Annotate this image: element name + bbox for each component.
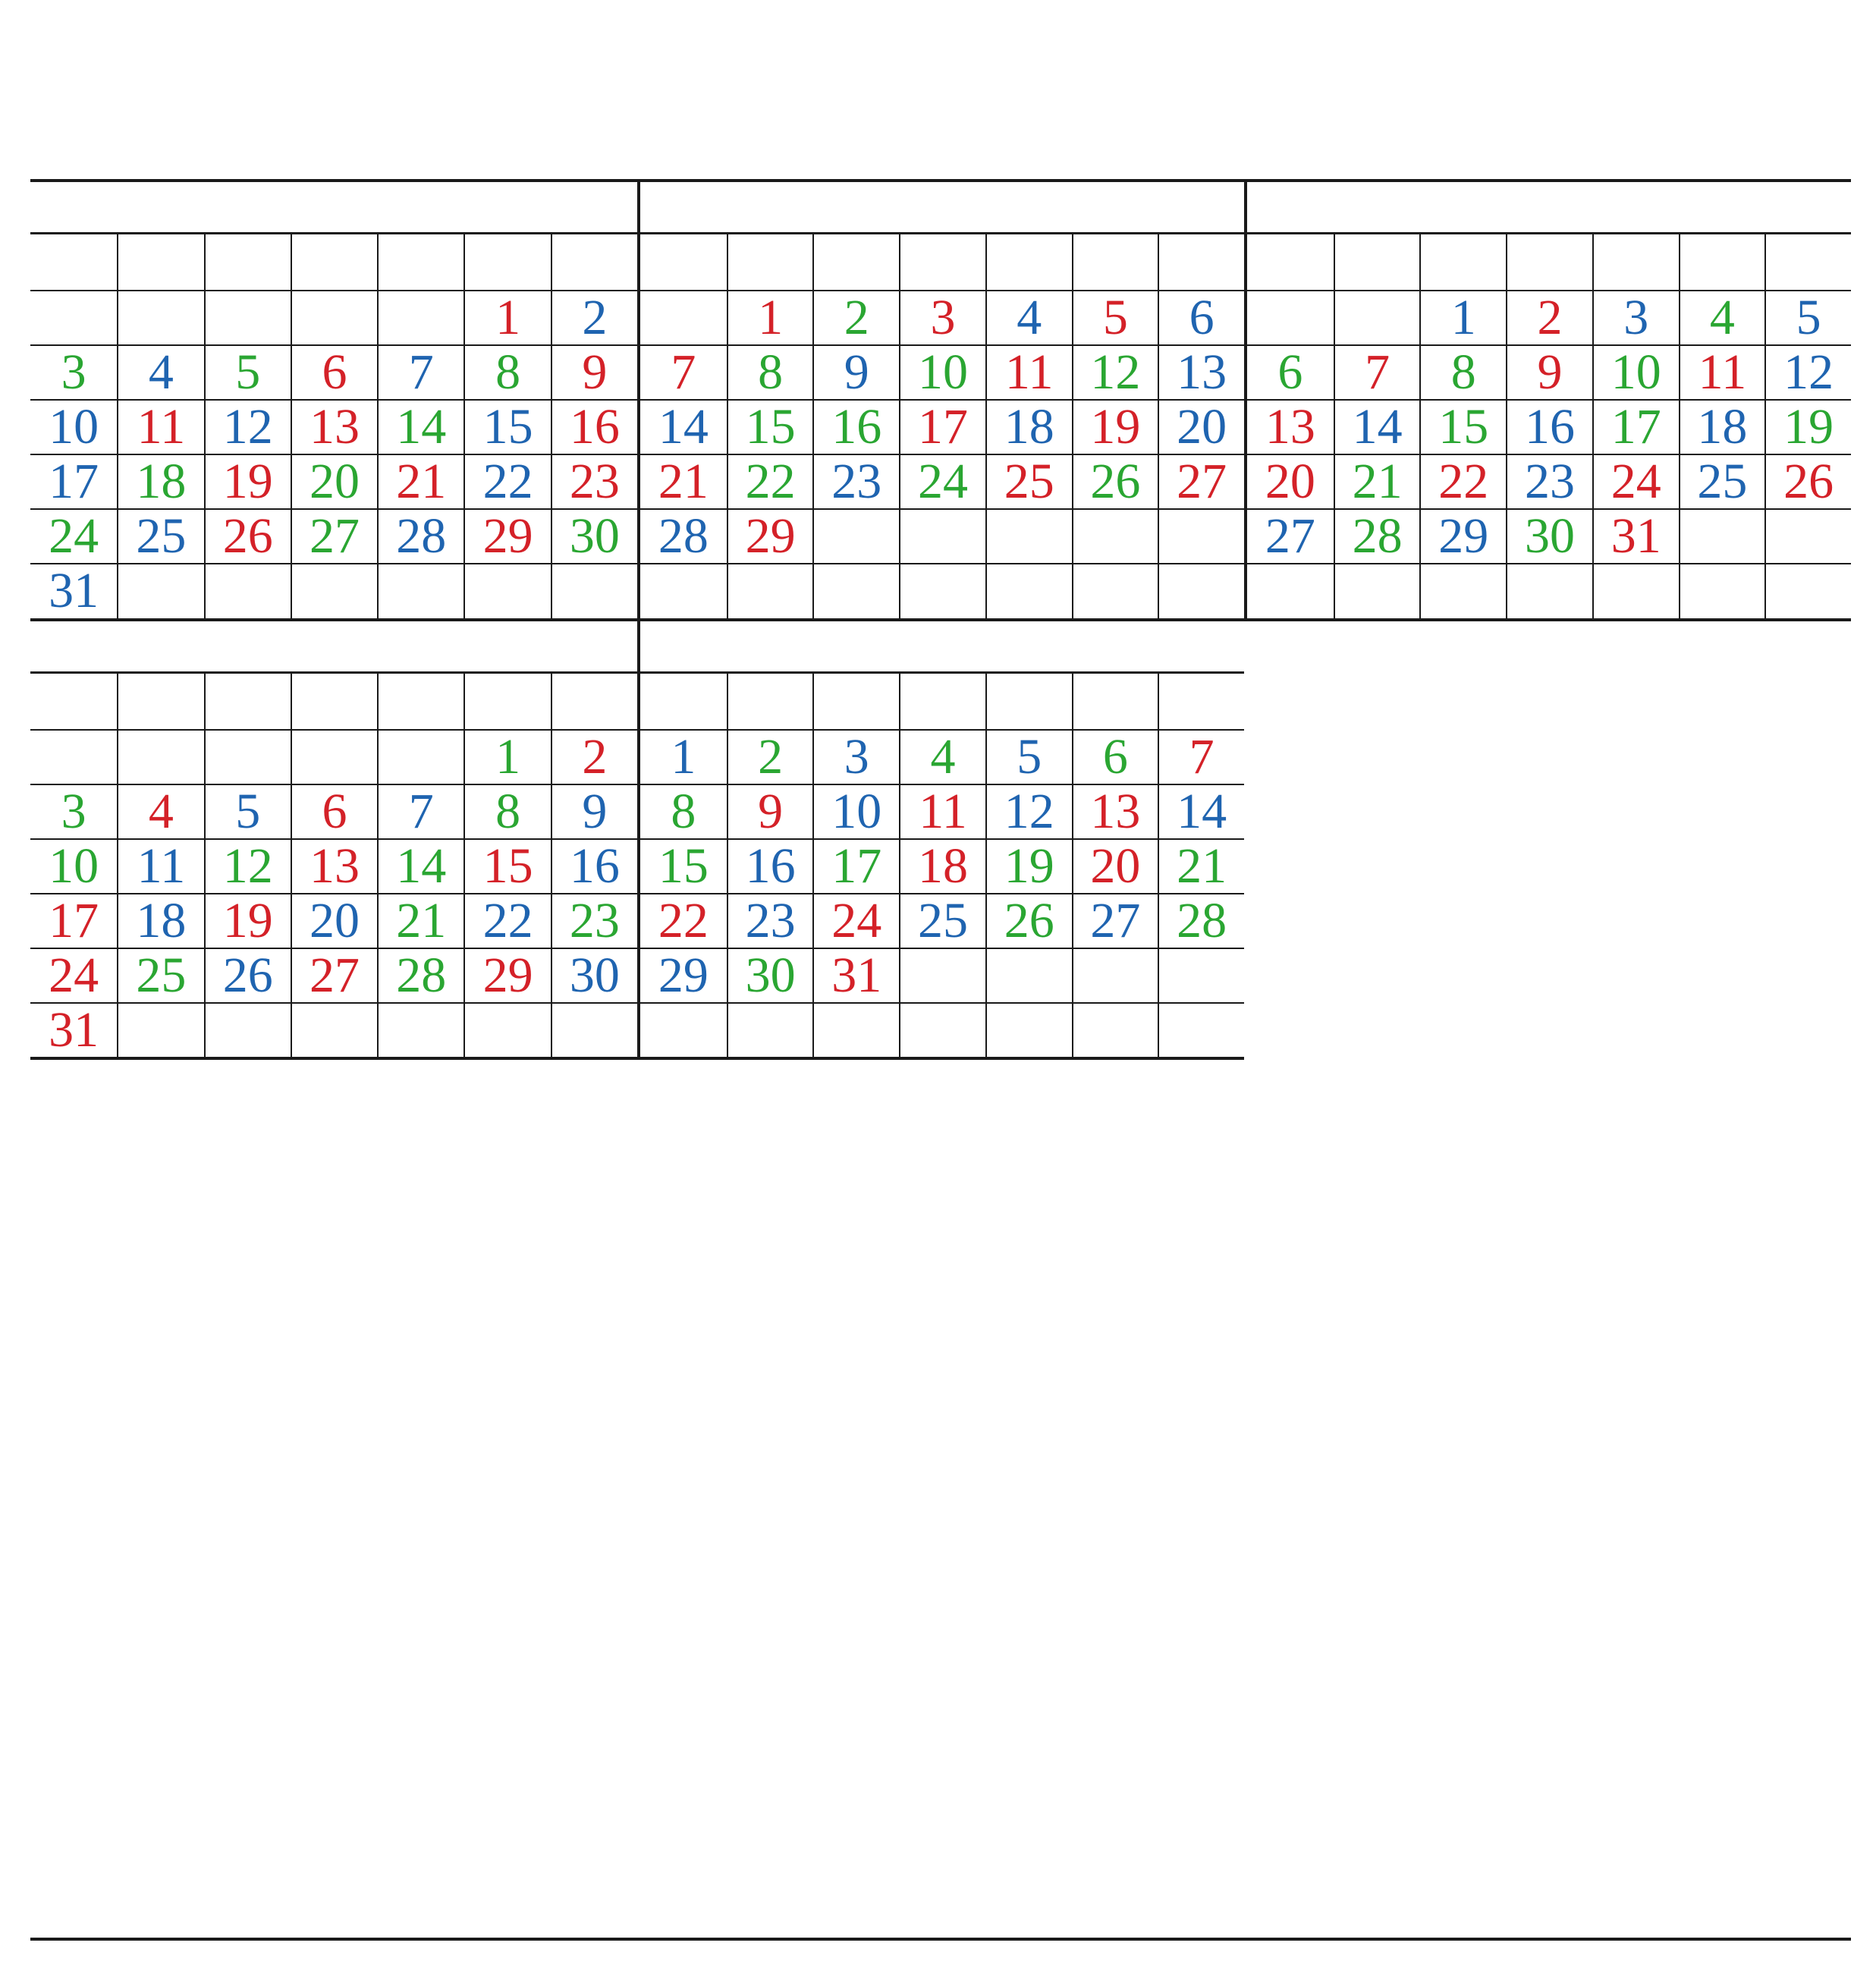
day-cell: 6 xyxy=(291,785,377,838)
day-cell: 19 xyxy=(1072,401,1158,454)
weekday-label xyxy=(1592,234,1679,290)
empty-day-cell xyxy=(727,564,813,618)
day-cell: 19 xyxy=(204,894,291,948)
day-cell: 31 xyxy=(49,1001,99,1058)
week-row xyxy=(30,454,637,508)
month-february xyxy=(637,182,1244,621)
day-cell: 16 xyxy=(812,401,899,454)
week-row xyxy=(30,838,637,893)
weekday-label xyxy=(291,674,377,729)
week-row xyxy=(640,290,1244,344)
day-cell: 13 xyxy=(1158,346,1244,399)
day-cell: 26 xyxy=(1764,455,1851,508)
week-row xyxy=(30,948,637,1002)
day-cell: 28 xyxy=(377,949,464,1002)
day-cell: 27 xyxy=(1072,894,1158,948)
weekday-label xyxy=(464,674,550,729)
day-cell: 8 xyxy=(464,785,550,838)
empty-day-cell xyxy=(812,1004,899,1057)
day-cell: 30 xyxy=(551,949,637,1002)
day-cell: 5 xyxy=(204,346,291,399)
day-cell: 7 xyxy=(1158,731,1244,784)
weekday-label xyxy=(377,234,464,290)
day-cell: 23 xyxy=(1506,455,1592,508)
weekday-label xyxy=(204,674,291,729)
empty-day-cell xyxy=(985,510,1072,563)
day-cell: 10 xyxy=(812,785,899,838)
day-cell: 13 xyxy=(1072,785,1158,838)
day-cell: 17 xyxy=(49,892,99,948)
day-cell: 11 xyxy=(1679,346,1765,399)
day-cell: 7 xyxy=(377,346,464,399)
day-cell: 19 xyxy=(204,455,291,508)
empty-day-cell xyxy=(117,1004,203,1057)
day-cell: 6 xyxy=(1158,291,1244,344)
weekday-label xyxy=(1679,234,1765,290)
day-cell: 20 xyxy=(291,894,377,948)
week-row xyxy=(640,1002,1244,1057)
day-cell: 8 xyxy=(671,783,696,839)
weekday-header xyxy=(640,671,1244,729)
day-cell: 2 xyxy=(1506,291,1592,344)
day-cell: 24 xyxy=(49,508,99,564)
day-cell: 3 xyxy=(899,291,985,344)
weekday-label xyxy=(464,234,550,290)
week-row xyxy=(640,784,1244,838)
day-cell: 11 xyxy=(117,401,203,454)
weekday-label xyxy=(727,234,813,290)
empty-day-cell xyxy=(1764,510,1851,563)
weekday-label xyxy=(1419,234,1506,290)
empty-day-cell xyxy=(464,1004,550,1057)
day-cell: 14 xyxy=(377,840,464,893)
weekday-label xyxy=(1334,234,1420,290)
day-cell: 4 xyxy=(985,291,1072,344)
day-cell: 20 xyxy=(1072,840,1158,893)
day-cell: 24 xyxy=(812,894,899,948)
weekday-header xyxy=(1247,232,1851,290)
day-cell: 22 xyxy=(727,455,813,508)
day-cell: 22 xyxy=(464,894,550,948)
week-row xyxy=(30,893,637,948)
empty-day-cell xyxy=(899,564,985,618)
day-cell: 16 xyxy=(551,401,637,454)
day-cell: 31 xyxy=(49,563,99,619)
day-cell: 31 xyxy=(1592,510,1679,563)
day-cell: 22 xyxy=(658,892,709,948)
empty-day-cell xyxy=(1247,564,1334,618)
day-cell: 12 xyxy=(204,401,291,454)
day-cell: 26 xyxy=(1072,455,1158,508)
day-cell: 23 xyxy=(551,455,637,508)
day-cell: 29 xyxy=(464,949,550,1002)
day-cell: 25 xyxy=(985,455,1072,508)
day-cell: 14 xyxy=(377,401,464,454)
day-cell: 20 xyxy=(1158,401,1244,454)
day-cell: 29 xyxy=(658,947,709,1003)
day-cell: 4 xyxy=(899,731,985,784)
month-january xyxy=(30,182,637,621)
empty-day-cell xyxy=(727,1004,813,1057)
month-title xyxy=(30,182,637,232)
day-cell: 26 xyxy=(204,510,291,563)
day-cell: 9 xyxy=(1506,346,1592,399)
empty-day-cell xyxy=(204,731,291,784)
day-cell: 24 xyxy=(899,455,985,508)
week-row xyxy=(30,508,637,563)
week-row xyxy=(640,838,1244,893)
day-cell: 20 xyxy=(291,455,377,508)
weekday-label xyxy=(1072,674,1158,729)
day-cell: 1 xyxy=(1419,291,1506,344)
day-cell: 8 xyxy=(727,346,813,399)
day-cell: 27 xyxy=(291,510,377,563)
day-cell: 16 xyxy=(551,840,637,893)
day-cell: 10 xyxy=(899,346,985,399)
empty-day-cell xyxy=(1072,949,1158,1002)
day-cell: 1 xyxy=(671,728,696,784)
week-row xyxy=(30,563,637,618)
empty-day-cell xyxy=(1506,564,1592,618)
empty-day-cell xyxy=(1247,291,1334,344)
day-cell: 2 xyxy=(551,291,637,344)
day-cell: 28 xyxy=(658,508,709,564)
weekday-header xyxy=(30,232,637,290)
week-row xyxy=(1247,508,1851,563)
week-row xyxy=(640,399,1244,454)
week-row xyxy=(640,563,1244,618)
empty-day-cell xyxy=(30,291,117,344)
empty-day-cell xyxy=(985,949,1072,1002)
day-cell: 23 xyxy=(812,455,899,508)
day-cell: 4 xyxy=(117,785,203,838)
empty-day-cell xyxy=(291,1004,377,1057)
day-cell: 22 xyxy=(1419,455,1506,508)
day-cell: 21 xyxy=(1158,840,1244,893)
day-cell: 3 xyxy=(1592,291,1679,344)
week-row xyxy=(30,399,637,454)
day-cell: 18 xyxy=(117,455,203,508)
empty-day-cell xyxy=(117,564,203,618)
week-row xyxy=(640,948,1244,1002)
empty-day-cell xyxy=(985,1004,1072,1057)
month-may xyxy=(637,621,1244,1061)
week-row xyxy=(640,344,1244,399)
day-cell: 11 xyxy=(985,346,1072,399)
day-cell: 27 xyxy=(291,949,377,1002)
weekday-label xyxy=(985,674,1072,729)
day-cell: 6 xyxy=(1277,344,1303,401)
day-cell: 17 xyxy=(899,401,985,454)
weekday-label xyxy=(899,234,985,290)
day-cell: 14 xyxy=(1158,785,1244,838)
day-cell: 3 xyxy=(61,344,86,401)
day-cell: 17 xyxy=(49,454,99,510)
weekday-header xyxy=(30,671,637,729)
day-cell: 21 xyxy=(377,455,464,508)
day-cell: 24 xyxy=(49,947,99,1003)
day-cell: 25 xyxy=(899,894,985,948)
day-cell: 2 xyxy=(812,291,899,344)
weekday-label xyxy=(1506,234,1592,290)
empty-day-cell xyxy=(291,564,377,618)
weekday-label xyxy=(204,234,291,290)
day-cell: 18 xyxy=(899,840,985,893)
empty-day-cell xyxy=(640,1004,727,1057)
day-cell: 30 xyxy=(1506,510,1592,563)
day-cell: 8 xyxy=(1419,346,1506,399)
day-cell: 15 xyxy=(658,838,709,894)
day-cell: 18 xyxy=(1679,401,1765,454)
day-cell: 9 xyxy=(727,785,813,838)
week-row xyxy=(30,344,637,399)
empty-day-cell xyxy=(985,564,1072,618)
weekday-label xyxy=(640,234,727,290)
day-cell: 1 xyxy=(464,291,550,344)
week-row xyxy=(640,893,1244,948)
day-cell: 7 xyxy=(671,344,696,401)
day-cell: 15 xyxy=(727,401,813,454)
day-cell: 3 xyxy=(812,731,899,784)
day-cell: 28 xyxy=(377,510,464,563)
empty-day-cell xyxy=(1679,510,1765,563)
empty-day-cell xyxy=(1158,949,1244,1002)
empty-day-cell xyxy=(1334,564,1420,618)
week-row xyxy=(1247,563,1851,618)
day-cell: 6 xyxy=(1072,731,1158,784)
empty-day-cell xyxy=(640,564,727,618)
empty-day-cell xyxy=(899,949,985,1002)
empty-day-cell xyxy=(117,731,203,784)
day-cell: 8 xyxy=(464,346,550,399)
day-cell: 16 xyxy=(1506,401,1592,454)
empty-day-cell xyxy=(204,564,291,618)
day-cell: 31 xyxy=(812,949,899,1002)
day-cell: 10 xyxy=(1592,346,1679,399)
day-cell: 17 xyxy=(1592,401,1679,454)
week-row xyxy=(640,508,1244,563)
weekday-label xyxy=(812,674,899,729)
weekday-label xyxy=(1158,674,1244,729)
day-cell: 16 xyxy=(727,840,813,893)
day-cell: 1 xyxy=(727,291,813,344)
day-cell: 12 xyxy=(1072,346,1158,399)
day-cell: 25 xyxy=(117,949,203,1002)
empty-day-cell xyxy=(377,564,464,618)
week-row xyxy=(30,290,637,344)
day-cell: 29 xyxy=(727,510,813,563)
empty-day-cell xyxy=(1764,564,1851,618)
empty-day-cell xyxy=(1158,510,1244,563)
day-cell: 26 xyxy=(204,949,291,1002)
empty-day-cell xyxy=(291,291,377,344)
day-cell: 7 xyxy=(1334,346,1420,399)
empty-day-cell xyxy=(551,1004,637,1057)
empty-day-cell xyxy=(204,291,291,344)
week-row xyxy=(1247,344,1851,399)
day-cell: 12 xyxy=(204,840,291,893)
day-cell: 13 xyxy=(1265,399,1315,455)
weekday-label xyxy=(727,674,813,729)
day-cell: 19 xyxy=(1764,401,1851,454)
day-cell: 9 xyxy=(812,346,899,399)
day-cell: 3 xyxy=(61,783,86,839)
weekday-label xyxy=(30,234,117,290)
week-row xyxy=(1247,399,1851,454)
empty-day-cell xyxy=(899,1004,985,1057)
day-cell: 21 xyxy=(658,454,709,510)
month-title xyxy=(30,621,637,671)
weekday-label xyxy=(551,674,637,729)
day-cell: 19 xyxy=(985,840,1072,893)
day-cell: 4 xyxy=(117,346,203,399)
day-cell: 25 xyxy=(1679,455,1765,508)
week-row xyxy=(640,454,1244,508)
day-cell: 17 xyxy=(812,840,899,893)
weekday-label xyxy=(117,674,203,729)
empty-day-cell xyxy=(1158,564,1244,618)
empty-day-cell xyxy=(377,731,464,784)
week-row xyxy=(30,784,637,838)
day-cell: 28 xyxy=(1334,510,1420,563)
day-cell: 15 xyxy=(464,401,550,454)
empty-day-cell xyxy=(464,564,550,618)
empty-day-cell xyxy=(377,1004,464,1057)
day-cell: 14 xyxy=(658,399,709,455)
weekday-label xyxy=(1158,234,1244,290)
day-cell: 22 xyxy=(464,455,550,508)
day-cell: 27 xyxy=(1265,508,1315,564)
weekday-label xyxy=(291,234,377,290)
weekday-label xyxy=(30,674,117,729)
day-cell: 9 xyxy=(551,785,637,838)
empty-day-cell xyxy=(1419,564,1506,618)
day-cell: 6 xyxy=(291,346,377,399)
empty-day-cell xyxy=(291,731,377,784)
day-cell: 5 xyxy=(204,785,291,838)
day-cell: 20 xyxy=(1265,454,1315,510)
empty-day-cell xyxy=(640,291,727,344)
weekday-label xyxy=(640,674,727,729)
day-cell: 30 xyxy=(727,949,813,1002)
empty-day-cell xyxy=(812,510,899,563)
weekday-label xyxy=(985,234,1072,290)
year-calendar-grid xyxy=(30,179,1851,1941)
week-row xyxy=(30,729,637,784)
day-cell: 23 xyxy=(727,894,813,948)
empty-day-cell xyxy=(1158,1004,1244,1057)
day-cell: 10 xyxy=(49,399,99,455)
day-cell: 21 xyxy=(377,894,464,948)
empty-day-cell xyxy=(551,564,637,618)
day-cell: 18 xyxy=(985,401,1072,454)
day-cell: 5 xyxy=(1764,291,1851,344)
day-cell: 30 xyxy=(551,510,637,563)
empty-day-cell xyxy=(899,510,985,563)
empty-day-cell xyxy=(204,1004,291,1057)
week-row xyxy=(1247,290,1851,344)
week-row xyxy=(1247,454,1851,508)
day-cell: 21 xyxy=(1334,455,1420,508)
weekday-label xyxy=(551,234,637,290)
empty-day-cell xyxy=(1072,510,1158,563)
week-row xyxy=(30,1002,637,1057)
day-cell: 5 xyxy=(1072,291,1158,344)
day-cell: 7 xyxy=(377,785,464,838)
empty-day-cell xyxy=(377,291,464,344)
day-cell: 9 xyxy=(551,346,637,399)
day-cell: 23 xyxy=(551,894,637,948)
empty-day-cell xyxy=(30,731,117,784)
weekday-label xyxy=(899,674,985,729)
day-cell: 2 xyxy=(551,731,637,784)
day-cell: 24 xyxy=(1592,455,1679,508)
day-cell: 13 xyxy=(291,840,377,893)
empty-day-cell xyxy=(812,564,899,618)
month-title xyxy=(1247,182,1851,232)
empty-day-cell xyxy=(1072,1004,1158,1057)
day-cell: 15 xyxy=(1419,401,1506,454)
empty-day-cell xyxy=(1679,564,1765,618)
month-march xyxy=(1244,182,1851,621)
weekday-header xyxy=(640,232,1244,290)
day-cell: 26 xyxy=(985,894,1072,948)
day-cell: 11 xyxy=(117,840,203,893)
day-cell: 27 xyxy=(1158,455,1244,508)
day-cell: 5 xyxy=(985,731,1072,784)
month-title xyxy=(640,182,1244,232)
month-april xyxy=(30,621,637,1061)
weekday-label xyxy=(117,234,203,290)
month-title xyxy=(640,621,1244,671)
day-cell: 28 xyxy=(1158,894,1244,948)
day-cell: 29 xyxy=(464,510,550,563)
week-row xyxy=(640,729,1244,784)
day-cell: 10 xyxy=(49,838,99,894)
day-cell: 15 xyxy=(464,840,550,893)
day-cell: 2 xyxy=(727,731,813,784)
day-cell: 1 xyxy=(464,731,550,784)
empty-day-cell xyxy=(1334,291,1420,344)
weekday-label xyxy=(377,674,464,729)
weekday-label xyxy=(1072,234,1158,290)
day-cell: 4 xyxy=(1679,291,1765,344)
day-cell: 12 xyxy=(985,785,1072,838)
empty-day-cell xyxy=(117,291,203,344)
empty-day-cell xyxy=(1072,564,1158,618)
weekday-label xyxy=(812,234,899,290)
day-cell: 11 xyxy=(899,785,985,838)
day-cell: 29 xyxy=(1419,510,1506,563)
empty-day-cell xyxy=(1592,564,1679,618)
weekday-label xyxy=(1764,234,1851,290)
day-cell: 13 xyxy=(291,401,377,454)
day-cell: 25 xyxy=(117,510,203,563)
day-cell: 18 xyxy=(117,894,203,948)
day-cell: 12 xyxy=(1764,346,1851,399)
day-cell: 14 xyxy=(1334,401,1420,454)
weekday-label xyxy=(1247,234,1334,290)
